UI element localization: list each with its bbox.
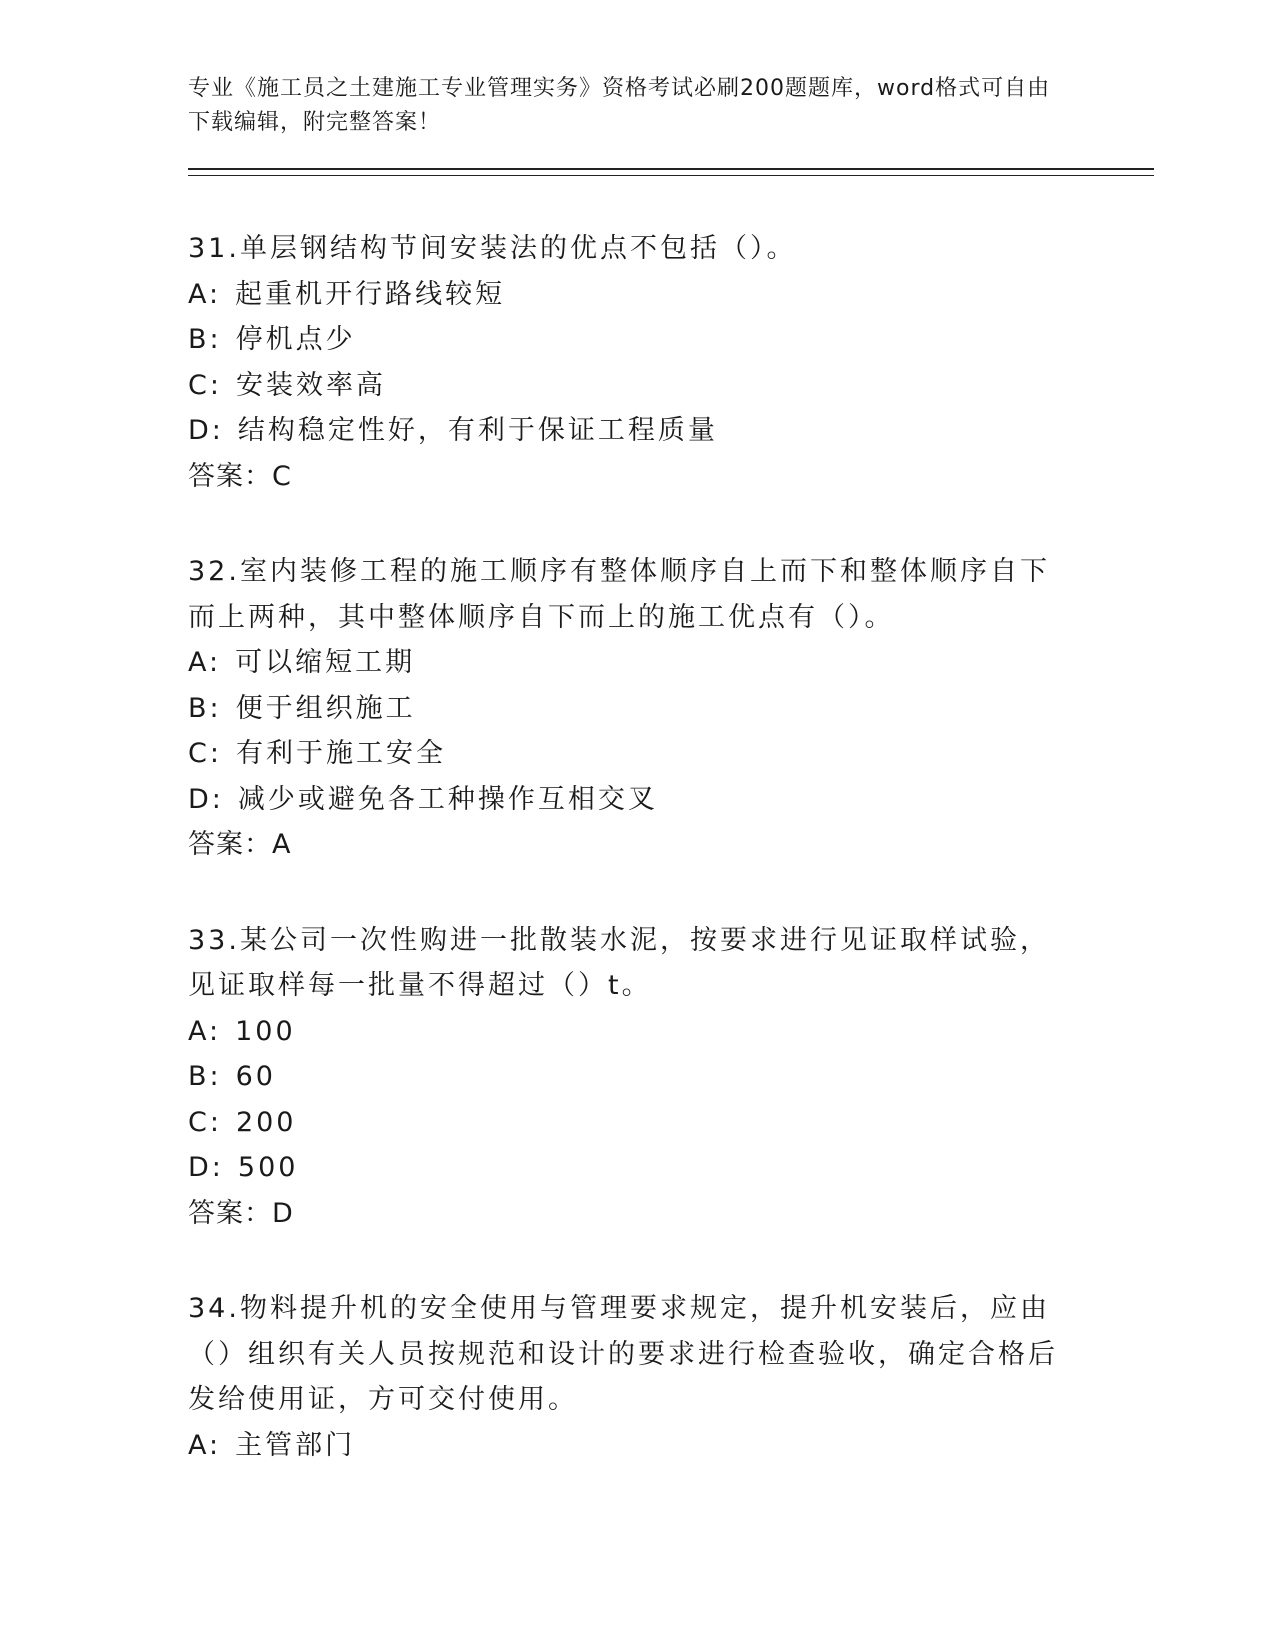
option-text: 起重机开行路线较短 — [235, 278, 506, 310]
option-key: D: — [188, 1152, 224, 1183]
document-header: 专业《施工员之土建施工专业管理实务》资格考试必刷200题题库，word格式可自由下载编辑，附完整答案！ — [188, 76, 1051, 135]
option-text: 便于组织施工 — [235, 692, 416, 724]
option-text: 500 — [237, 1152, 299, 1183]
question-stem: 32.室内装修工程的施工顺序有整体顺序自上而下和整体顺序自下而上两种，其中整体顺序自下而上的施工优点有（）。 — [188, 556, 1050, 633]
question-34 — [188, 1286, 1148, 1468]
option-b — [188, 686, 1148, 732]
option-text: 停机点少 — [235, 324, 356, 355]
document-page — [188, 72, 1148, 1468]
question-33 — [188, 918, 1148, 1237]
question-stem: 34.物料提升机的安全使用与管理要求规定，提升机安装后，应由（）组织有关人员按规范和设计的要求进行检查验收，确定合格后发给使用证，方可交付使用。 — [188, 1293, 1058, 1415]
option-c — [188, 363, 1148, 409]
option-key: A: — [188, 1015, 222, 1047]
option-key: D: — [188, 415, 224, 446]
option-a — [188, 272, 1148, 318]
question-32 — [188, 549, 1148, 868]
option-b — [188, 317, 1148, 363]
question-list — [188, 226, 1148, 1468]
option-d — [188, 408, 1148, 454]
option-text: 有利于施工安全 — [235, 738, 446, 769]
option-b — [188, 1054, 1148, 1100]
option-key: B: — [188, 324, 222, 355]
option-d — [188, 777, 1148, 823]
option-a — [188, 1009, 1148, 1055]
option-key: A: — [188, 1429, 222, 1461]
option-c — [188, 1100, 1148, 1146]
option-c — [188, 731, 1148, 777]
answer: 答案：C — [188, 460, 292, 492]
question-stem: 31.单层钢结构节间安装法的优点不包括（）。 — [188, 233, 797, 264]
option-text: 减少或避免各工种操作互相交叉 — [237, 783, 658, 815]
option-key: B: — [188, 1061, 222, 1092]
option-key: A: — [188, 278, 222, 310]
option-key: A: — [188, 647, 222, 678]
option-text: 安装效率高 — [235, 369, 386, 401]
option-key: D: — [188, 783, 224, 815]
option-text: 结构稳定性好，有利于保证工程质量 — [237, 415, 718, 446]
answer: 答案：A — [188, 829, 292, 860]
question-31 — [188, 226, 1148, 499]
option-key: C: — [188, 738, 222, 769]
option-text: 200 — [235, 1106, 297, 1138]
option-key: C: — [188, 369, 222, 401]
option-a — [188, 1423, 1148, 1469]
option-key: C: — [188, 1106, 222, 1138]
option-text: 主管部门 — [235, 1429, 356, 1461]
answer: 答案：D — [188, 1197, 294, 1229]
option-text: 可以缩短工期 — [235, 647, 416, 678]
option-d — [188, 1145, 1148, 1191]
header-divider — [188, 168, 1154, 176]
option-a — [188, 640, 1148, 686]
question-stem: 33.某公司一次性购进一批散装水泥，按要求进行见证取样试验，见证取样每一批量不得超过（）t。 — [188, 924, 1050, 1001]
option-key: B: — [188, 692, 222, 724]
option-text: 100 — [235, 1015, 296, 1047]
option-text: 60 — [235, 1061, 276, 1092]
